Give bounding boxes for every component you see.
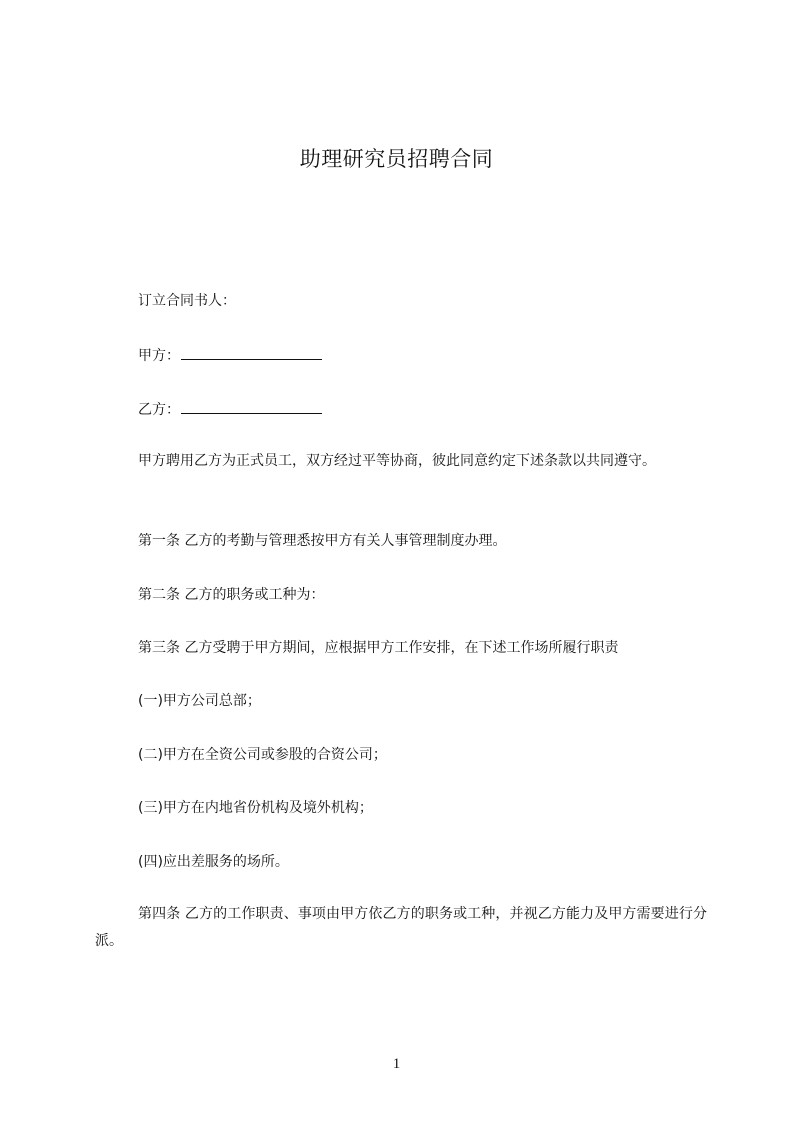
article-3-item-2: (二)甲方在全资公司或参股的合资公司； [138,747,387,763]
article-3: 第三条 乙方受聘于甲方期间，应根据甲方工作安排，在下述工作场所履行职责 [138,640,619,656]
article-3-item-3: (三)甲方在内地省份机构及境外机构； [138,800,373,816]
party-a-line [138,345,322,366]
article-2: 第二条 乙方的职务或工种为： [138,587,325,603]
article-3-item-4: (四)应出差服务的场所。 [138,854,289,870]
party-b-blank [181,399,322,414]
party-b-label: 乙方： [138,402,180,418]
article-3-item-1: (一)甲方公司总部； [138,693,261,709]
intro-line: 订立合同书人： [138,293,236,309]
article-4: 第四条 乙方的工作职责、事项由甲方依乙方的职务或工种，并视乙方能力及甲方需要进行分派。 [95,906,707,949]
party-b-line [138,399,322,420]
article-1: 第一条 乙方的考勤与管理悉按甲方有关人事管理制度办理。 [138,533,507,549]
party-a-label: 甲方： [138,348,180,364]
party-a-blank [181,345,322,360]
page-number: 1 [392,1056,401,1072]
document-title: 助理研究员招聘合同 [299,147,494,171]
preamble-paragraph: 甲方聘用乙方为正式员工，双方经过平等协商，彼此同意约定下述条款以共同遵守。 [138,453,656,469]
